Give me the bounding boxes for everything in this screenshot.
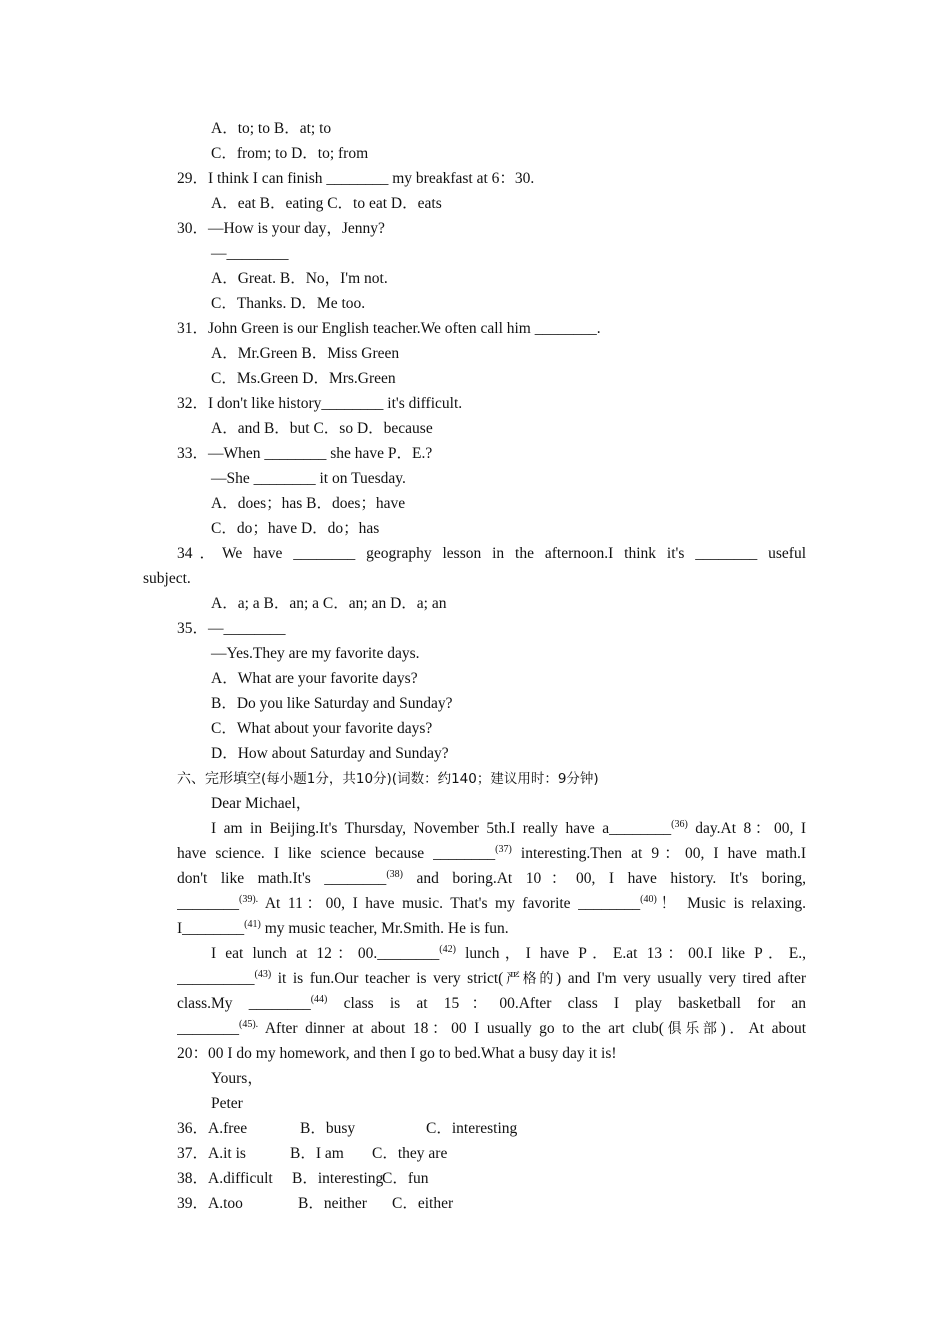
section-6-title: 六、完形填空 — [177, 771, 261, 787]
q29-options: A．eat B．eating C．to eat D．eats — [211, 195, 442, 212]
letter-p2-line2 — [177, 966, 806, 991]
cloze-option-row — [177, 1116, 517, 1141]
letter-text: At 11：00, I have music. That's my favorite ________ — [258, 895, 641, 912]
q35-option-c: C．What about your favorite days? — [211, 720, 433, 737]
cloze-option-b: B．neither — [298, 1195, 367, 1212]
q35-option-b: B．Do you like Saturday and Sunday? — [211, 695, 453, 712]
cloze-option-c: C．they are — [372, 1145, 448, 1162]
blank-number-36: (36) — [671, 819, 688, 830]
q33-options-ab: A．does；has B．does；have — [211, 495, 406, 512]
letter-text: class.My ________ — [177, 995, 311, 1012]
letter-text: I am in Beijing.It's Thursday, November 5th.I really have a________ — [211, 820, 672, 837]
q33-options-cd: C．do；have D．do；has — [211, 520, 380, 537]
q30-reply: —________ — [211, 245, 289, 262]
q28-options-ab: A．to; to B．at; to — [211, 120, 332, 137]
q30-options-cd: C．Thanks. D．Me too. — [211, 295, 366, 312]
letter-text: day.At 8：00, I — [687, 820, 806, 837]
letter-text: my music teacher, Mr.Smith. He is fun. — [260, 920, 509, 937]
letter-chinese-gloss: 严格的 — [503, 971, 556, 987]
q29-stem: 29．I think I can finish ________ my breakfast at 6：30. — [177, 170, 535, 187]
blank-number-42: (42) — [439, 944, 456, 955]
q30-stem: 30．—How is your day，Jenny? — [177, 220, 385, 237]
letter-text: __________ — [177, 970, 255, 987]
section-6-heading — [177, 766, 599, 791]
blank-number-45: (45). — [239, 1019, 259, 1030]
letter-chinese-gloss: 俱乐部 — [663, 1021, 721, 1037]
q31-options-cd: C．Ms.Green D．Mrs.Green — [211, 370, 396, 387]
cloze-option-b: B．I am — [290, 1145, 344, 1162]
cloze-option-a: A.free — [208, 1120, 248, 1137]
q34-options: A．a; a B．an; a C．an; an D．a; an — [211, 595, 447, 612]
letter-p1-line2 — [177, 841, 806, 866]
blank-number-40: (40) — [640, 894, 657, 905]
letter-p1-line1 — [211, 816, 806, 841]
letter-text: have science. I like science because ________ — [177, 845, 496, 862]
q28-options-cd: C．from; to D．to; from — [211, 145, 369, 162]
letter-p2-line5: 20：00 I do my homework, and then I go to bed.What a busy day it is! — [177, 1045, 617, 1062]
q35-reply: —Yes.They are my favorite days. — [211, 645, 420, 662]
cloze-question-number: 36． — [177, 1120, 209, 1137]
cloze-option-row — [177, 1166, 429, 1191]
cloze-option-c: C．fun — [382, 1170, 429, 1187]
cloze-option-a: A.difficult — [208, 1170, 273, 1187]
letter-text: ！ Music is relaxing. — [656, 895, 806, 912]
cloze-option-a: A.it is — [208, 1145, 246, 1162]
letter-text: I eat lunch at 12：00.________ — [211, 945, 440, 962]
letter-p1-line4 — [177, 891, 806, 916]
letter-p2-line1 — [211, 941, 806, 966]
cloze-option-c: C．either — [392, 1195, 454, 1212]
q33-reply: —She ________ it on Tuesday. — [211, 470, 406, 487]
cloze-option-b: B．busy — [300, 1120, 356, 1137]
letter-text: and boring.At 10：00, I have history. It's boring, — [402, 870, 806, 887]
letter-text: don't like math.It's ________ — [177, 870, 387, 887]
q34-stem-line2: subject. — [143, 570, 191, 587]
blank-number-44: (44) — [310, 994, 328, 1005]
q34-stem-line1: 34．We have ________ geography lesson in the afternoon.I think it's ________ useful — [177, 545, 806, 562]
letter-text: ) and I'm very usually very tired after — [556, 970, 806, 987]
letter-text: ________ — [177, 895, 239, 912]
q33-stem: 33．—When ________ she have P．E.? — [177, 445, 433, 462]
letter-p2-line4 — [177, 1016, 806, 1041]
letter-text: it is fun.Our teacher is very strict( — [271, 970, 504, 987]
q30-options-ab: A．Great. B．No，I'm not. — [211, 270, 388, 287]
q35-stem: 35．—________ — [177, 620, 286, 637]
section-6-note: (每小题1分，共10分)(词数：约140；建议用时：9分钟) — [261, 771, 599, 787]
q35-option-a: A．What are your favorite days? — [211, 670, 418, 687]
q32-stem: 32．I don't like history________ it's difficult. — [177, 395, 463, 412]
letter-p2-line3 — [177, 991, 806, 1016]
cloze-question-number: 37． — [177, 1145, 209, 1162]
letter-p1-line5 — [177, 916, 509, 941]
blank-number-38: (38) — [386, 869, 403, 880]
cloze-option-c: C．interesting — [426, 1120, 518, 1137]
letter-signature: Peter — [211, 1095, 243, 1112]
cloze-option-row — [177, 1191, 453, 1216]
q35-option-d: D．How about Saturday and Sunday? — [211, 745, 449, 762]
cloze-option-b: B．interesting — [292, 1170, 384, 1187]
letter-text: )．At about — [720, 1020, 806, 1037]
letter-text: ________ — [177, 1020, 239, 1037]
letter-greeting: Dear Michael， — [211, 795, 312, 812]
letter-closing: Yours， — [211, 1070, 263, 1087]
blank-number-41: (41) — [244, 919, 261, 930]
letter-text: I________ — [177, 920, 245, 937]
q31-stem: 31．John Green is our English teacher.We often call him ________. — [177, 320, 601, 337]
blank-number-37: (37) — [495, 844, 512, 855]
cloze-question-number: 38． — [177, 1170, 209, 1187]
cloze-option-a: A.too — [208, 1195, 243, 1212]
letter-p1-line3 — [177, 866, 806, 891]
q31-options-ab: A．Mr.Green B．Miss Green — [211, 345, 400, 362]
letter-text: interesting.Then at 9：00, I have math.I — [511, 845, 806, 862]
blank-number-43: (43) — [254, 969, 272, 980]
blank-number-39: (39). — [239, 894, 259, 905]
q32-options: A．and B．but C．so D．because — [211, 420, 433, 437]
cloze-question-number: 39． — [177, 1195, 209, 1212]
letter-text: lunch，I have P．E.at 13：00.I like P．E., — [455, 945, 806, 962]
letter-text: class is at 15：00.After class I play basketball for an — [327, 995, 806, 1012]
cloze-option-row — [177, 1141, 447, 1166]
letter-text: After dinner at about 18：00 I usually go to the art club( — [258, 1020, 664, 1037]
